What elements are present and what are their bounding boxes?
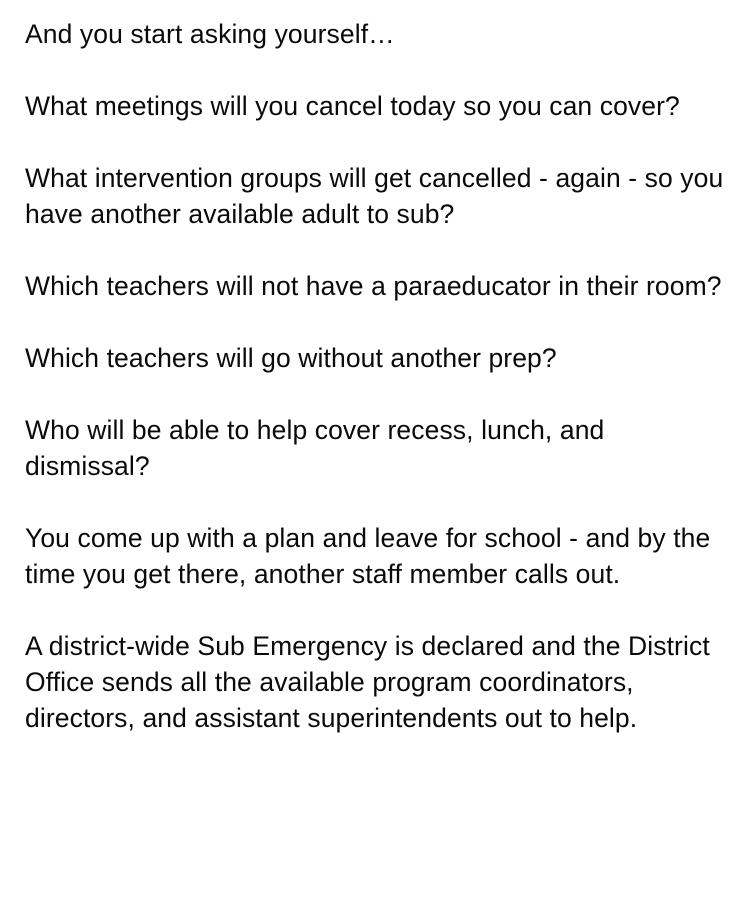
paragraph-recess-question: Who will be able to help cover recess, lunch, and dismissal?	[25, 415, 605, 481]
post-body	[25, 16, 735, 736]
paragraph-intervention-question: What intervention groups will get cancelled - again - so you have another available adult to sub?	[25, 163, 724, 229]
paragraph-plan: You come up with a plan and leave for school - and by the time you get there, another staff member calls out.	[25, 523, 711, 589]
paragraph-paraeducator-question: Which teachers will not have a paraeducator in their room?	[25, 271, 722, 301]
paragraph-sub-emergency: A district-wide Sub Emergency is declared and the District Office sends all the available program coordinators, directors, and assistant superintendents out to help.	[25, 631, 710, 733]
paragraph-intro: And you start asking yourself…	[25, 19, 395, 49]
paragraph-meetings-question: What meetings will you cancel today so you can cover?	[25, 91, 680, 121]
paragraph-prep-question: Which teachers will go without another prep?	[25, 343, 557, 373]
